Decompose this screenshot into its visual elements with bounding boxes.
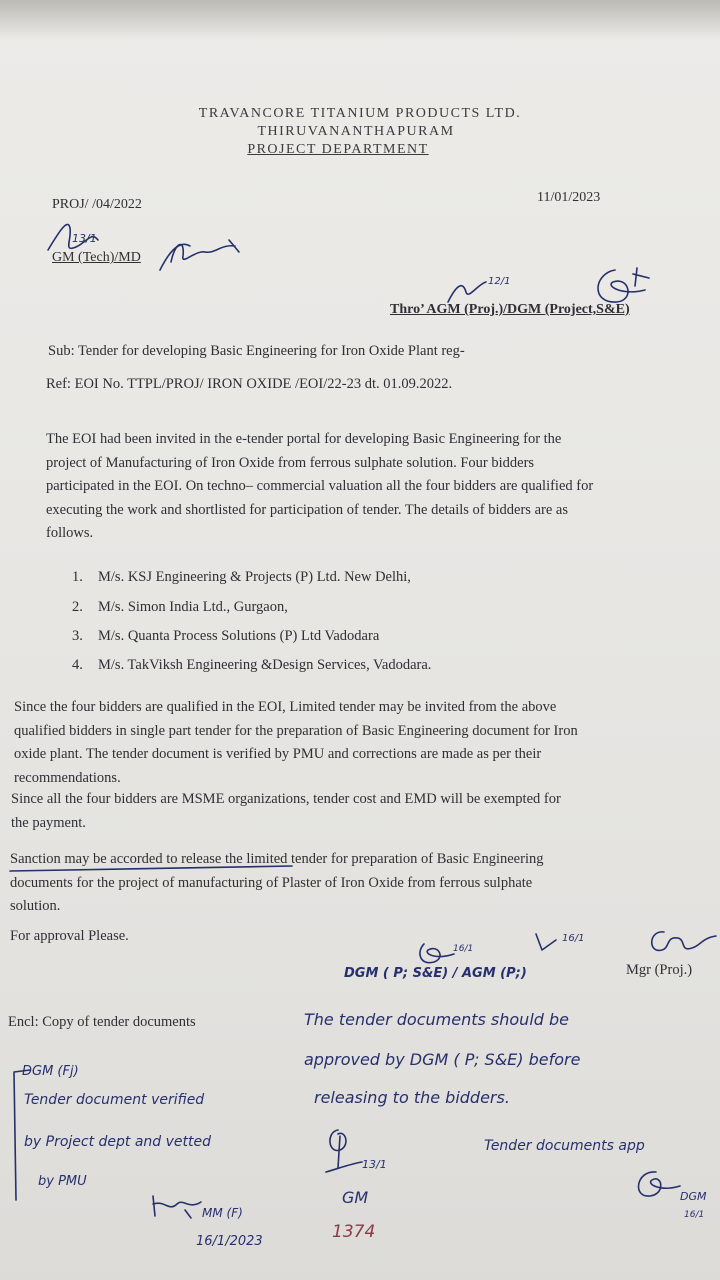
handwritten-note: Tender document verified	[24, 1092, 205, 1108]
handwritten-date: 13/1	[362, 1158, 387, 1171]
handwritten-note: by PMU	[38, 1174, 87, 1189]
para3-line: Since all the four bidders are MSME organizations, tender cost and EMD will be exempted for	[11, 791, 561, 807]
para4-line: solution.	[10, 898, 61, 914]
para2-line: oxide plant. The tender document is verified by PMU and corrections are made as per their	[14, 746, 542, 762]
handwritten-signature	[165, 232, 245, 272]
para2-line: recommendations.	[14, 769, 121, 786]
handwritten-label: DGM	[680, 1190, 707, 1203]
handwritten-forward: DGM ( P; S&E) / AGM (P;)	[344, 966, 527, 981]
signatory-title: Mgr (Proj.)	[626, 962, 693, 978]
para1-line: follows.	[46, 525, 94, 541]
handwritten-label: MM (F)	[202, 1206, 243, 1220]
para1-line: executing the work and shortlisted for participation of tender. The details of bidders are as	[46, 501, 568, 518]
addressee: GM (Tech)/MD	[52, 250, 141, 265]
handwritten-signature	[626, 1162, 686, 1212]
subject-line: Sub: Tender for developing Basic Engineering for Iron Oxide Plant reg-	[48, 343, 465, 359]
handwritten-note: DGM (Fj)	[22, 1064, 79, 1079]
bidder-name: M/s. Quanta Process Solutions (P) Ltd Vadodara	[98, 628, 380, 644]
company-city: THIRUVANANTHAPURAM	[257, 124, 455, 139]
handwritten-signature	[414, 936, 474, 972]
bidder-number: 3.	[72, 628, 83, 644]
para1-line: participated in the EOI. On techno– commercial valuation all the four bidders are qualified for	[46, 478, 594, 494]
para2-line: Since the four bidders are qualified in the EOI, Limited tender may be invited from the above	[14, 699, 557, 715]
handwritten-note: releasing to the bidders.	[314, 1088, 510, 1107]
enclosure-line: Encl: Copy of tender documents	[8, 1014, 196, 1030]
handwritten-note: approved by DGM ( P; S&E) before	[304, 1050, 581, 1069]
handwritten-label: GM	[342, 1188, 369, 1207]
handwritten-file-number: 1374	[332, 1222, 376, 1242]
handwritten-date: 16/1/2023	[196, 1234, 263, 1249]
letter-date: 11/01/2023	[537, 190, 601, 205]
bidder-name: M/s. KSJ Engineering & Projects (P) Ltd. New Delhi,	[98, 569, 411, 585]
handwritten-signature	[640, 920, 720, 960]
through-line: Thro’ AGM (Proj.)/DGM (Project,S&E)	[390, 302, 630, 317]
para1-line: project of Manufacturing of Iron Oxide from ferrous sulphate solution. Four bidders	[46, 454, 535, 471]
bidder-name: M/s. TakViksh Engineering &Design Services, Vadodara.	[98, 657, 432, 673]
handwritten-date: 13/1	[72, 232, 97, 245]
bidder-name: M/s. Simon India Ltd., Gurgaon,	[98, 599, 288, 615]
reference-number: PROJ/ /04/2022	[52, 197, 142, 212]
bidder-number: 2.	[72, 599, 83, 615]
para4-line: documents for the project of manufacturing of Plaster of Iron Oxide from ferrous sulphate	[10, 874, 533, 891]
bidder-number: 1.	[72, 569, 83, 585]
handwritten-signature	[585, 262, 675, 322]
para2-line: qualified bidders in single part tender for the preparation of Basic Engineering document for Iron	[14, 722, 578, 739]
handwritten-note: Tender documents app	[484, 1138, 645, 1154]
handwritten-note: The tender documents should be	[304, 1010, 570, 1029]
para3-line: the payment.	[11, 814, 86, 831]
handwritten-signature	[316, 1124, 376, 1184]
para1-line: The EOI had been invited in the e-tender portal for developing Basic Engineering for the	[46, 431, 562, 447]
handwritten-date: 16/1	[562, 933, 585, 944]
bidder-number: 4.	[72, 657, 83, 673]
department-name: PROJECT DEPARTMENT	[247, 142, 429, 157]
company-name: TRAVANCORE TITANIUM PRODUCTS LTD.	[198, 106, 522, 121]
approval-line: For approval Please.	[10, 928, 129, 944]
handwritten-note: by Project dept and vetted	[24, 1134, 212, 1150]
para4-line: Sanction may be accorded to release the limited tender for preparation of Basic Engineering	[10, 851, 544, 867]
reference-line: Ref: EOI No. TTPL/PROJ/ IRON OXIDE /EOI/22-23 dt. 01.09.2022.	[46, 376, 453, 392]
handwritten-signature	[40, 210, 180, 270]
handwritten-date: 16/1	[453, 944, 474, 954]
handwritten-date: 16/1	[684, 1210, 705, 1220]
handwritten-date: 12/1	[488, 276, 511, 287]
